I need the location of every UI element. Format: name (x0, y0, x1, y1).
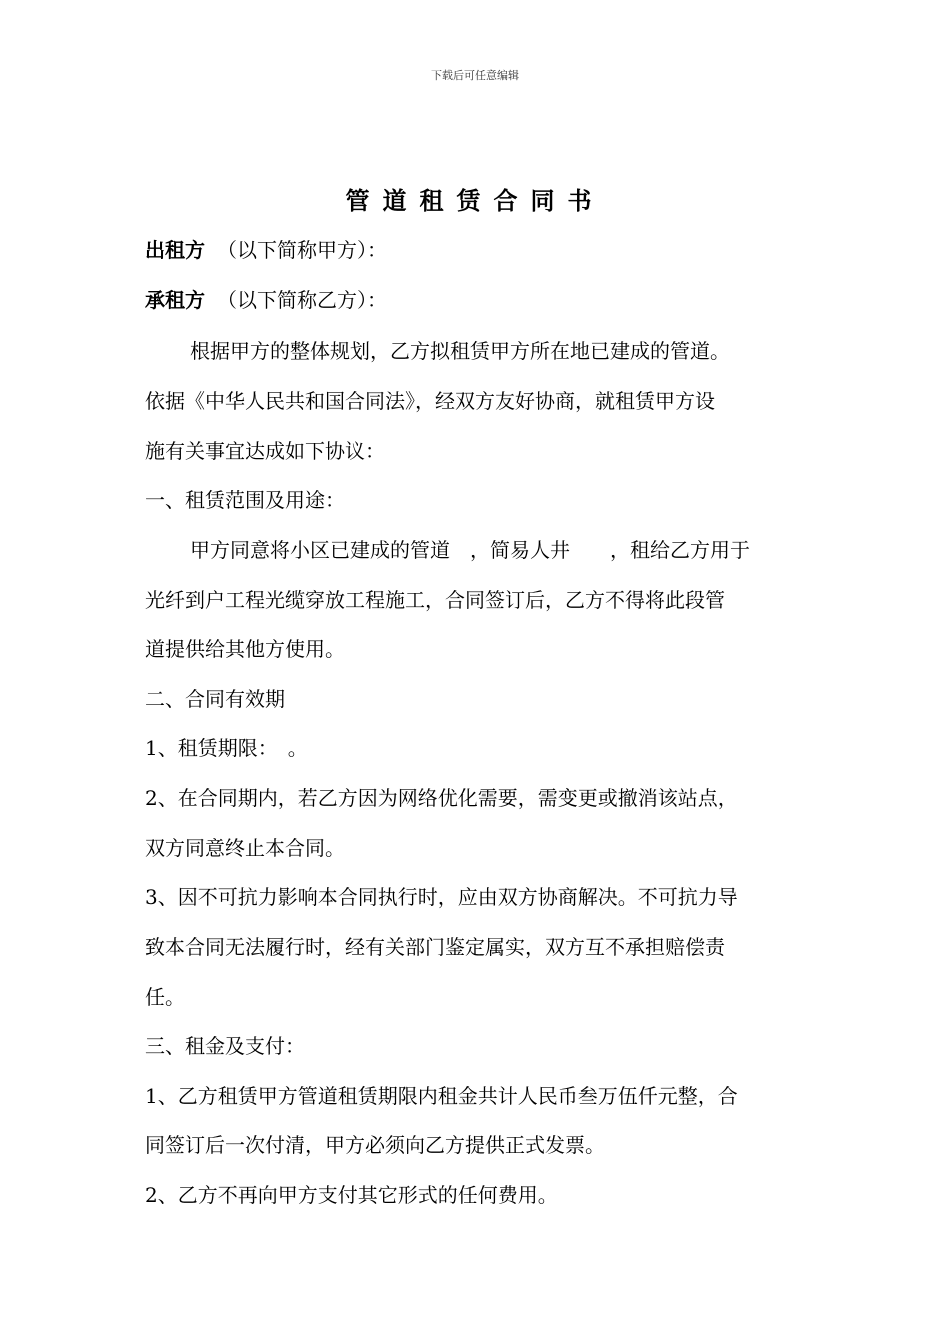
party-a-label: 出租方 (145, 238, 205, 262)
party-a-note: （以下简称甲方）： (217, 238, 387, 262)
section-heading: 一、租赁范围及用途： (145, 488, 345, 512)
paragraph-line: 根据甲方的整体规划，乙方拟租赁甲方所在地已建成的管道。 (190, 339, 730, 363)
party-b-note: （以下简称乙方）： (217, 288, 387, 312)
clause-line: 双方同意终止本合同。 (145, 836, 345, 860)
clause-line: 同签订后一次付清，甲方必须向乙方提供正式发票。 (145, 1133, 605, 1157)
paragraph-line: 道提供给其他方使用。 (145, 637, 345, 661)
party-b-line (145, 285, 810, 315)
section-heading: 三、租金及支付： (145, 1034, 305, 1058)
clause-line: 2、乙方不再向甲方支付其它形式的任何费用。 (145, 1183, 558, 1207)
document-title: 管道租赁合同书 (345, 186, 605, 215)
paragraph-line: 光纤到户工程光缆穿放工程施工，合同签订后，乙方不得将此段管 (145, 588, 725, 612)
header-note: 下载后可任意编辑 (431, 69, 519, 82)
party-b-label: 承租方 (145, 288, 205, 312)
section-heading: 二、合同有效期 (145, 687, 285, 711)
clause-line: 3、因不可抗力影响本合同执行时，应由双方协商解决。不可抗力导 (145, 885, 738, 909)
paragraph-line: 甲方同意将小区已建成的管道 ，简易人井 ，租给乙方用于 (190, 538, 750, 562)
clause-line: 1、租赁期限： 。 (145, 736, 308, 760)
paragraph-line: 依据《中华人民共和国合同法》，经双方友好协商，就租赁甲方设 (145, 389, 715, 413)
clause-line: 2、在合同期内，若乙方因为网络优化需要，需变更或撤消该站点， (145, 786, 738, 810)
party-a-line (145, 235, 810, 265)
paragraph-line: 施有关事宜达成如下协议： (145, 439, 385, 463)
clause-line: 任。 (145, 985, 185, 1009)
clause-line: 1、乙方租赁甲方管道租赁期限内租金共计人民币叁万伍仟元整，合 (145, 1084, 738, 1108)
clause-line: 致本合同无法履行时，经有关部门鉴定属实，双方互不承担赔偿责 (145, 935, 725, 959)
